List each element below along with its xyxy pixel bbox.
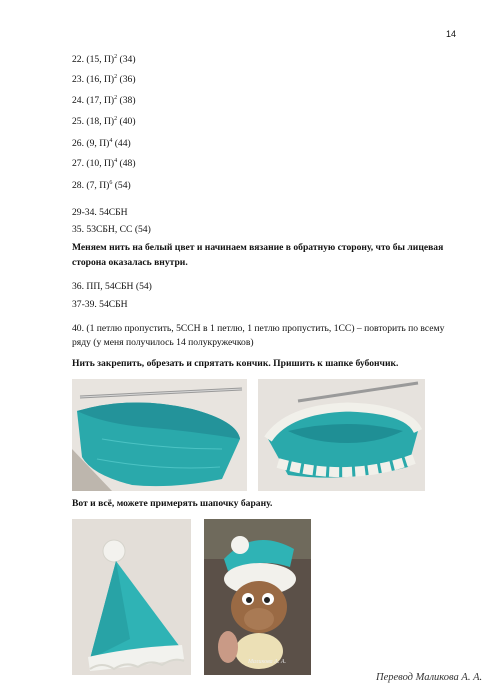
pattern-row (72, 95, 136, 107)
row-repeat: (7, П) (86, 180, 110, 191)
row-number: 25. (72, 116, 84, 127)
row-number: 27. (72, 158, 84, 169)
row-number: 23. (72, 74, 84, 85)
row-repeat-count: 2 (114, 54, 118, 60)
pattern-row (72, 116, 136, 128)
photo-finished-hat (72, 519, 191, 675)
row-number: 24. (72, 95, 84, 106)
row-40-line-2: ряду (у меня получилось 14 полукружечков) (72, 337, 254, 348)
pattern-row (72, 74, 136, 86)
row-repeat: (15, П) (86, 54, 115, 65)
color-change-note-2: сторона оказалась внутри. (72, 257, 188, 268)
row-40-line-1: 40. (1 петлю пропустить, 5ССН в 1 петлю, 1 петлю пропустить, 1СС) – повторить по всему (72, 323, 445, 334)
row-repeat-count: 2 (114, 116, 118, 122)
color-change-note-1: Меняем нить на белый цвет и начинаем вязание в обратную сторону, что бы лицевая (72, 242, 444, 253)
pattern-row (72, 138, 131, 150)
row-repeat: (9, П) (86, 138, 110, 149)
row-repeat-count: 2 (114, 95, 118, 101)
pattern-row (72, 180, 131, 192)
row-repeat: (17, П) (86, 95, 115, 106)
row-stitch-total: (40) (119, 116, 136, 127)
photo-watermark: Маликова А. А. (248, 659, 287, 665)
row-number: 22. (72, 54, 84, 65)
row-number: 26. (72, 138, 84, 149)
row-repeat: (10, П) (86, 158, 115, 169)
pattern-row (72, 158, 136, 170)
row-stitch-total: (34) (119, 54, 136, 65)
row-35: 35. 53СБН, СС (54) (72, 224, 151, 235)
photo-finished-lamb (204, 519, 311, 675)
row-repeat: (18, П) (86, 116, 115, 127)
row-repeat-count: 2 (114, 74, 118, 80)
row-stitch-total: (44) (114, 138, 131, 149)
row-29-34: 29-34. 54СБН (72, 207, 128, 218)
row-36: 36. ПП, 54СБН (54) (72, 281, 152, 292)
row-repeat-count: 6 (109, 180, 113, 186)
row-repeat: (16, П) (86, 74, 115, 85)
photo-hat-on-hook (72, 379, 247, 491)
photo-hat-with-scallops (258, 379, 425, 491)
row-stitch-total: (38) (119, 95, 136, 106)
finishing-note: Нить закрепить, обрезать и спрятать кончик. Пришить к шапке бубончик. (72, 358, 399, 369)
row-stitch-total: (36) (119, 74, 136, 85)
row-repeat-count: 4 (109, 138, 113, 144)
row-stitch-total: (54) (114, 180, 131, 191)
row-37-39: 37-39. 54СБН (72, 299, 128, 310)
row-number: 28. (72, 180, 84, 191)
done-note: Вот и всё, можете примерять шапочку барану. (72, 498, 273, 509)
page-number: 14 (446, 29, 457, 39)
row-repeat-count: 4 (114, 158, 118, 164)
row-stitch-total: (48) (119, 158, 136, 169)
pattern-row (72, 54, 136, 66)
translator-signature: Перевод Маликова А. А. (376, 672, 483, 683)
